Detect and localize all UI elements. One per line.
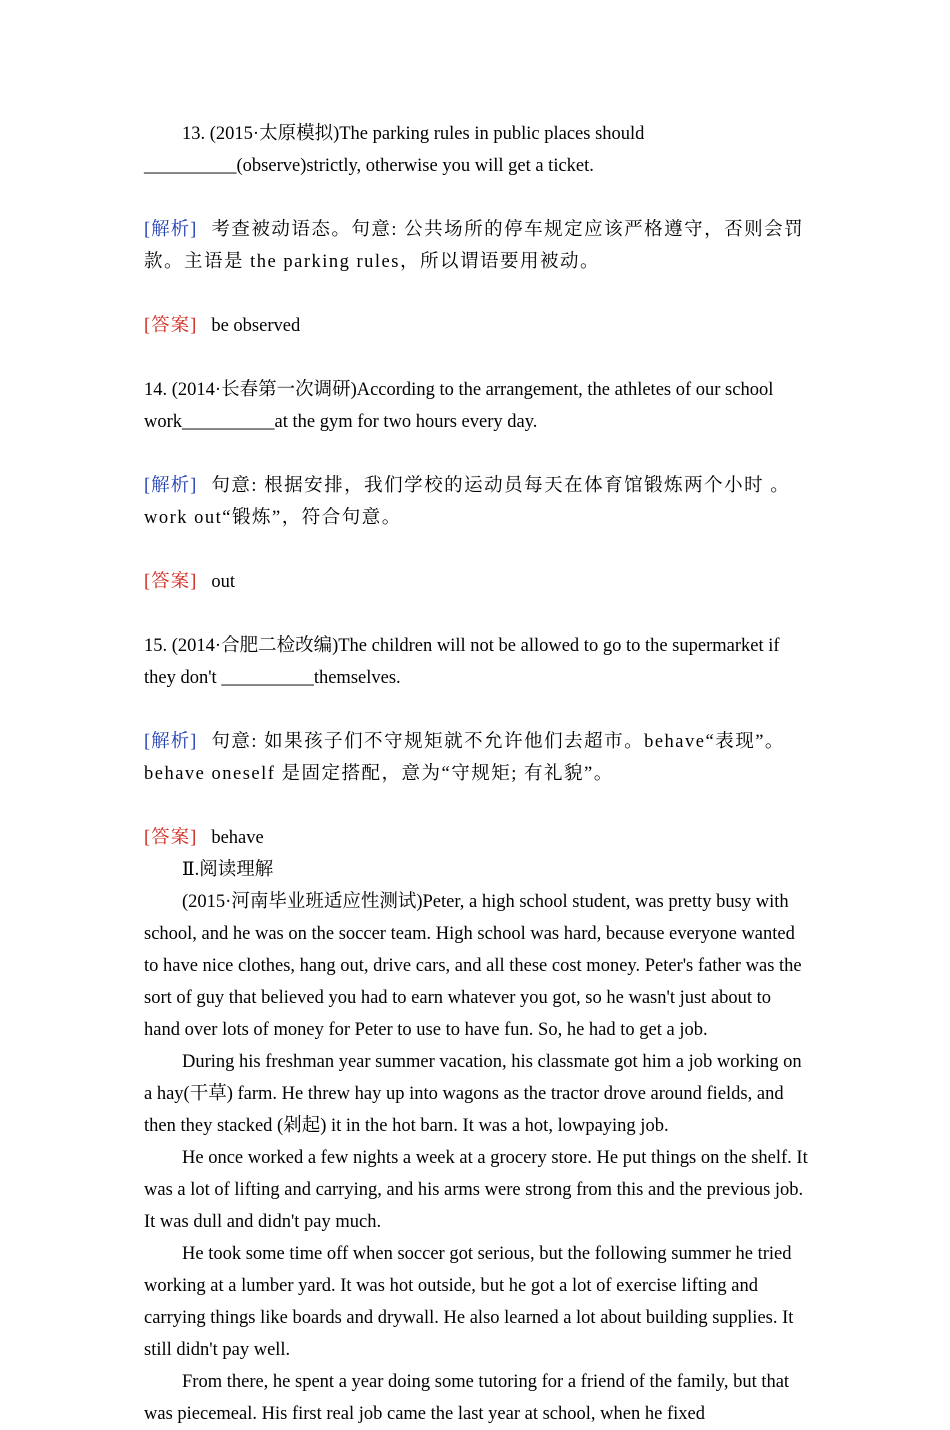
passage-paragraph: During his freshman year summer vacation, his classmate got him a job working on a hay(干草) farm. He threw hay up into wagons as the tractor drove around fields, and then they stacked (剁起) it in the hot barn. It was a hot, lowpaying job. (144, 1052, 802, 1136)
passage-paragraph: He took some time off when soccer got serious, but the following summer he tried working at a lumber yard. It was hot outside, but he got a lot of exercise lifting and carrying things like boards and drywall. He also learned a lot about building supplies. It still didn't pay well. (144, 1244, 794, 1360)
section-heading: Ⅱ.阅读理解 (182, 860, 274, 880)
q13-analysis-text: 考查被动语态。句意: 公共场所的停车规定应该严格遵守，否则会罚款。主语是 the parking rules，所以谓语要用被动。 (144, 220, 805, 272)
answer-tag: [答案] (144, 316, 198, 336)
q15-stem-text: 15. (2014·合肥二检改编)The children will not be allowed to go to the supermarket if they don't __________themselves. (144, 636, 780, 688)
q14-answer (144, 534, 810, 598)
analysis-tag: [解析] (144, 476, 198, 496)
q15-analysis (144, 694, 810, 790)
q15-stem (144, 598, 810, 694)
q14-answer-text: out (211, 572, 235, 592)
q13-analysis (144, 182, 810, 278)
q14-analysis (144, 438, 810, 534)
q13-answer-text: be observed (211, 316, 301, 336)
q14-stem-text: 14. (2014·长春第一次调研)According to the arrangement, the athletes of our school work__________at the gym for two hours every day. (144, 380, 774, 432)
passage-paragraph: He once worked a few nights a week at a grocery store. He put things on the shelf. It was a lot of lifting and carrying, and his arms were strong from this and the previous job. It was dull and didn't pay much. (144, 1148, 808, 1232)
passage-paragraph: From there, he spent a year doing some tutoring for a friend of the family, but that was piecemeal. His first real job came the last year at school, when he fixed (144, 1372, 790, 1424)
document-page (144, 118, 810, 1430)
passage-paragraph: (2015·河南毕业班适应性测试)Peter, a high school student, was pretty busy with school, and he was on the soccer team. High school was hard, because everyone wanted to have nice clothes, hang out, drive cars, and all these cost money. Peter's father was the sort of guy that believed you had to earn whatever you got, so he wasn't just about to hand over lots of money for Peter to use to have fun. So, he had to get a job. (144, 892, 802, 1040)
q15-answer-text: behave (211, 828, 264, 848)
q13-stem (144, 118, 810, 182)
q13-stem-text: 13. (2015·太原模拟)The parking rules in public places should __________(observe)strictly, otherwise you will get a ticket. (144, 124, 645, 176)
q14-analysis-text: 句意: 根据安排，我们学校的运动员每天在体育馆锻炼两个小时 。work out“锻炼”，符合句意。 (144, 476, 791, 528)
answer-tag: [答案] (144, 828, 198, 848)
answer-tag: [答案] (144, 572, 198, 592)
q15-answer (144, 790, 810, 854)
analysis-tag: [解析] (144, 220, 198, 240)
q14-stem (144, 342, 810, 438)
q15-analysis-text: 句意: 如果孩子们不守规矩就不允许他们去超市。behave“表现”。behave oneself 是固定搭配，意为“守规矩; 有礼貌”。 (144, 732, 785, 784)
analysis-tag: [解析] (144, 732, 198, 752)
q13-answer (144, 278, 810, 342)
